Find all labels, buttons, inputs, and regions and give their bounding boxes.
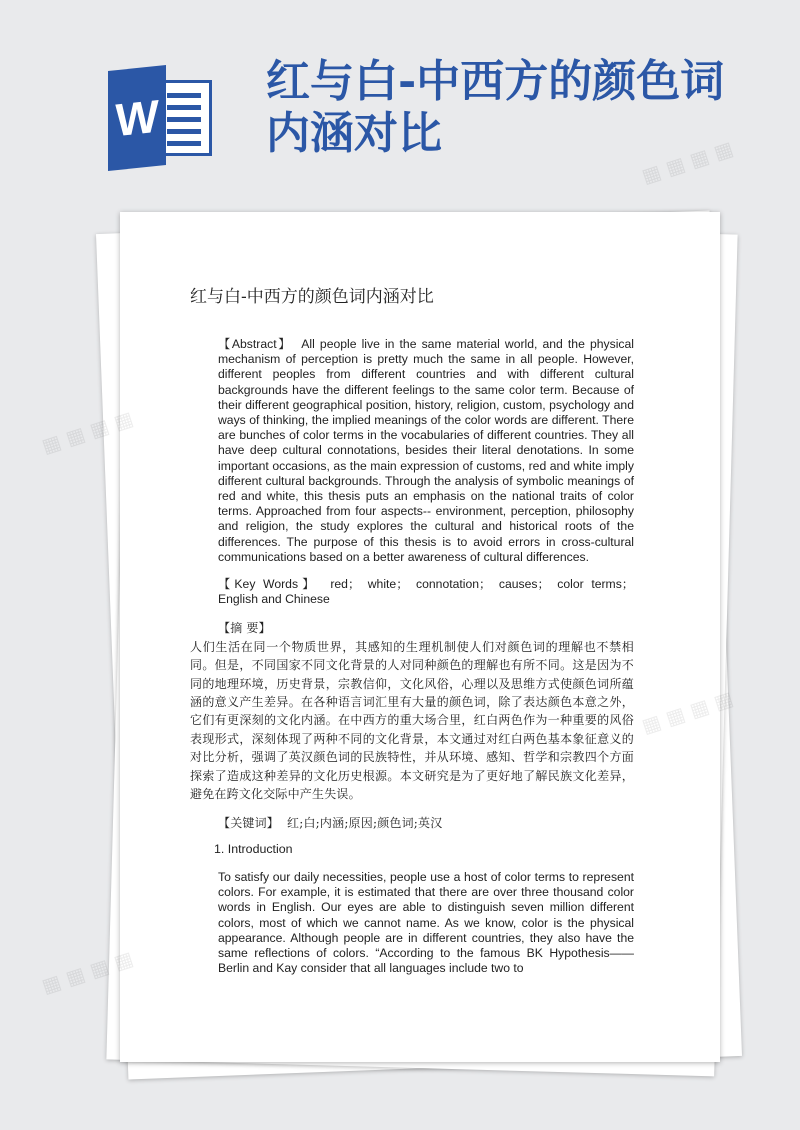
keywords-paragraph bbox=[190, 577, 634, 607]
zh-keywords-label: 【关键词】 bbox=[218, 815, 280, 830]
keywords-text: red； white； connotation； causes； color terms； English and Chinese bbox=[218, 577, 634, 607]
word-badge: W bbox=[108, 65, 166, 171]
abstract-text: All people live in the same material world, and the physical mechanism of perception is pretty much the same in all people. However, different peoples from different countries and with different cultural backgrounds have the different feelings to the same color term. Because of their different geographical position, history, religion, custom, psychology and ways of thinking, the implied meanings of the color words are different. There are bunches of color terms in the vocabularies of different countries. They all have deep cultural connotations, besides their literal denotations. In some important occasions, as the main expression of customs, red and white imply different cultural backgrounds. Through the analysis of symbolic meanings of red and white, this thesis puts an emphasis on the national traits of color terms. Approached from four aspects-- environment, perception, philosophy and religion, the study explores the cultural and historical roots of the differences. The purpose of this thesis is to avoid errors in cross-cultural communications based on a better awareness of cultural differences. bbox=[218, 337, 634, 564]
watermark: ▦ ▦ ▦ ▦ bbox=[638, 135, 737, 189]
abstract-label: 【Abstract】 bbox=[218, 337, 293, 351]
watermark: ▦ ▦ ▦ ▦ bbox=[38, 945, 137, 999]
intro-paragraph: To satisfy our daily necessities, people use a host of color terms to represent colors. For example, it is estimated that there are over three thousand color words in English. Our eyes are able to distinguish seven million different colors, most of which we cannot name. As we know, color is the physical appearance. Although people are in different countries, they also have the same reflections of colors. “According to the famous BK Hypothesis——Berlin and Kay consider that all languages include two to bbox=[218, 869, 634, 976]
header-title: 红与白-中西方的颜色词内涵对比 bbox=[266, 56, 725, 159]
zh-keywords-paragraph bbox=[190, 814, 634, 832]
paper-title: 红与白-中西方的颜色词内涵对比 bbox=[190, 287, 434, 307]
abstract-paragraph bbox=[190, 337, 634, 565]
document-page bbox=[120, 212, 720, 1062]
zh-abstract-text: 人们生活在同一个物质世界，其感知的生理机制使人们对颜色词的理解也不禁相同。但是，不同国家不同文化背景的人对同种颜色的理解也有所不同。这是因为不同的地理环境，历史背景，宗教信仰，文化风俗，心理以及思维方式使颜色词所蕴涵的意义产生差异。在各种语言词汇里有大量的颜色词，除了表达颜色本意之外，它们有更深刻的文化内涵。在中西方的重大场合里，红白两色作为一种重要的风俗表现形式，深刻体现了两种不同的文化背景，本文通过对红白两色基本象征意义的对比分析，强调了英汉颜色词的民族特性，并从环境、感知、哲学和宗教四个方面探索了造成这种差异的文化历史根源。本文研究是为了更好地了解民族文化差异，避免在跨文化交际中产生失误。 bbox=[190, 639, 634, 802]
section-heading: 1. Introduction bbox=[214, 841, 293, 856]
zh-keywords-text: 红;白;内涵;原因;颜色词;英汉 bbox=[287, 815, 443, 830]
keywords-label: 【Key Words】 bbox=[218, 577, 319, 592]
word-document-icon bbox=[108, 68, 212, 168]
watermark: ▦ ▦ ▦ ▦ bbox=[38, 405, 137, 459]
zh-abstract-label: 【摘 要】 bbox=[218, 621, 271, 636]
page-content bbox=[190, 282, 634, 988]
